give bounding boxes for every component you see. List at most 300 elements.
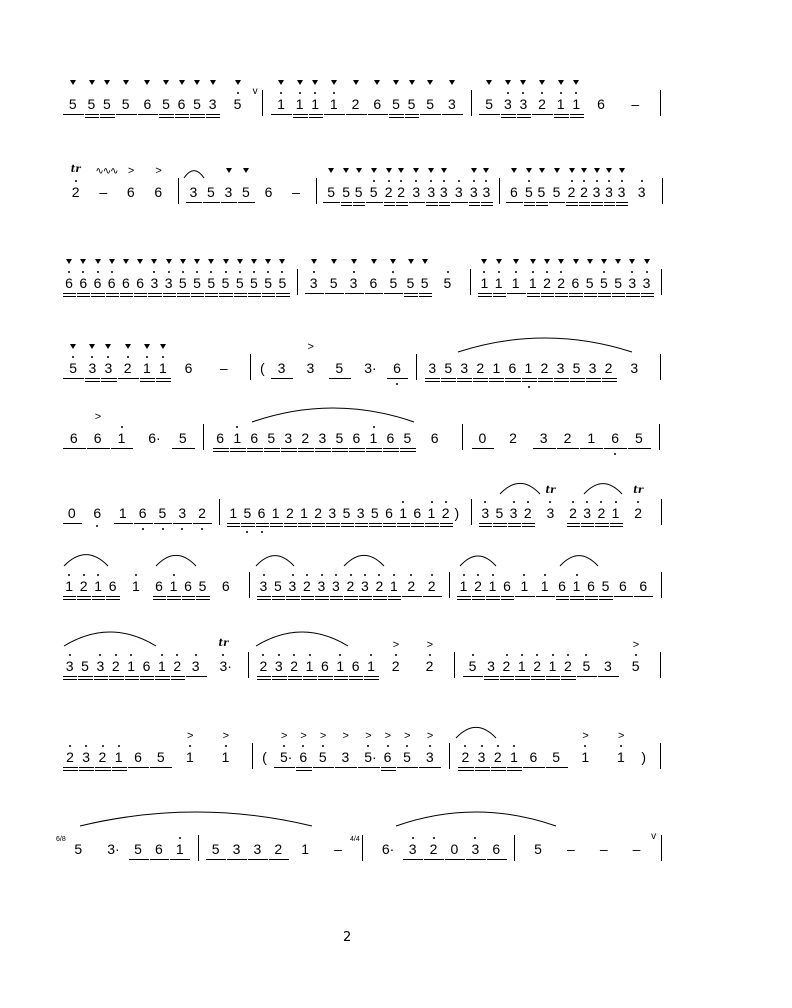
note: 3	[191, 658, 200, 674]
note: 5	[552, 749, 560, 765]
note: 2	[346, 578, 355, 594]
note: 3	[592, 184, 601, 200]
slur	[184, 171, 204, 178]
trill-mark: tr	[545, 485, 556, 496]
note: 0	[67, 505, 76, 521]
note: 6·	[381, 841, 395, 857]
note: 1	[127, 658, 135, 674]
note: 6	[508, 360, 517, 376]
note: 3	[277, 360, 286, 376]
note: 2	[564, 658, 572, 674]
note: 5	[342, 505, 351, 521]
note: 1	[114, 749, 123, 765]
trill-mark: tr	[218, 638, 229, 649]
note: 3	[637, 184, 646, 200]
note: 1	[520, 578, 529, 594]
note: 5·	[279, 749, 293, 765]
note: 6	[430, 430, 439, 446]
note: 5·	[364, 749, 377, 765]
note: 5	[403, 430, 412, 446]
note: 5	[354, 184, 363, 200]
note: 2	[474, 578, 482, 594]
note: 3	[96, 658, 105, 674]
trill-mark: tr	[70, 164, 81, 175]
note: 6	[143, 96, 152, 112]
note: 3·	[107, 841, 120, 857]
note: 1	[617, 749, 625, 765]
note: 6	[216, 430, 225, 446]
note: 1	[369, 430, 378, 446]
note: 2	[285, 505, 294, 521]
note: 3	[503, 96, 512, 112]
note: 2	[427, 578, 436, 594]
note: 1	[65, 578, 74, 594]
note: 5	[243, 505, 252, 521]
note: 1	[118, 505, 127, 521]
note: 5	[193, 96, 201, 112]
note: 2	[441, 505, 450, 521]
note: 3	[317, 578, 326, 594]
note: 2	[66, 749, 74, 765]
note: 1	[427, 505, 436, 521]
note: 6	[257, 505, 266, 521]
note: 5	[369, 184, 378, 200]
note: 5	[335, 430, 344, 446]
accent-mark: >	[280, 730, 288, 742]
note: 5	[235, 275, 244, 291]
note: 6	[184, 578, 192, 594]
note: 5	[631, 658, 640, 674]
note: 3	[232, 841, 241, 857]
note: 1	[517, 658, 526, 674]
note: 2	[173, 658, 182, 674]
note: 3	[546, 505, 555, 521]
note: 1	[367, 658, 375, 674]
slur	[80, 812, 312, 826]
note: 6	[122, 275, 130, 291]
note: 5	[103, 96, 111, 112]
note: 2	[98, 749, 107, 765]
note: 6	[93, 430, 102, 446]
note: 6	[134, 749, 142, 765]
note: 5	[250, 275, 258, 291]
note: 1	[399, 505, 408, 521]
note: 2	[123, 360, 132, 376]
note: 6	[492, 841, 501, 857]
note: 5	[407, 96, 416, 112]
note: 5	[233, 96, 242, 112]
note: 1	[169, 578, 178, 594]
note: 3	[519, 96, 528, 112]
note: 6	[177, 96, 186, 112]
note: 6	[79, 275, 88, 291]
note: 5	[329, 275, 338, 291]
bracket: (	[260, 360, 265, 376]
note: 1	[117, 430, 126, 446]
note: 5	[198, 578, 207, 594]
note: 5	[193, 275, 201, 291]
note: 1	[581, 749, 590, 765]
note: 5	[335, 360, 344, 376]
dash-extension: –	[292, 184, 300, 200]
note: 0	[450, 841, 459, 857]
note: 6	[154, 184, 163, 200]
slur	[252, 408, 414, 422]
note: 2	[604, 360, 613, 376]
note: 5	[242, 184, 250, 200]
note: 1	[389, 578, 398, 594]
note: 0	[478, 430, 487, 446]
note: 5	[406, 275, 415, 291]
note: 2	[407, 578, 416, 594]
note: 3	[583, 505, 592, 521]
note: 6	[107, 275, 116, 291]
note: 6	[93, 275, 102, 291]
note: 2	[493, 749, 502, 765]
note: 2	[538, 96, 546, 112]
note: 5	[443, 275, 452, 291]
note: 5	[426, 96, 435, 112]
note: 5	[601, 578, 610, 594]
note: 1	[494, 275, 503, 291]
accent-mark: >	[582, 730, 589, 742]
dash-extension: –	[334, 841, 342, 857]
bracket: (	[262, 749, 267, 765]
slur	[156, 555, 196, 566]
note: 5	[267, 430, 276, 446]
breath-mark: v	[651, 831, 657, 842]
accent-mark: >	[187, 730, 194, 742]
note: 2	[301, 430, 310, 446]
note: 5	[614, 275, 622, 291]
meter-mark: 4/4	[350, 836, 360, 843]
note: 3	[150, 275, 159, 291]
note: 2	[567, 184, 576, 200]
note: 5	[485, 96, 494, 112]
note: 3·	[219, 658, 232, 674]
note: 6	[509, 184, 518, 200]
note: 5	[87, 96, 96, 112]
note: 3	[605, 184, 613, 200]
note: 3	[477, 749, 486, 765]
note: 5	[392, 96, 400, 112]
note: 5	[420, 275, 429, 291]
slur	[64, 632, 156, 646]
note: 3	[82, 749, 91, 765]
note: 5	[178, 275, 187, 291]
note: 6	[597, 96, 605, 112]
note: 1	[540, 578, 549, 594]
note: 6	[373, 96, 382, 112]
note: 6	[93, 505, 102, 521]
note: 3	[224, 184, 233, 200]
accent-mark: >	[618, 730, 625, 742]
note: 3	[482, 184, 491, 200]
note: 2	[509, 430, 517, 446]
note: 6	[184, 360, 193, 376]
note: 1	[157, 658, 166, 674]
note: 3	[588, 360, 597, 376]
note: 2	[540, 360, 549, 376]
slur	[64, 555, 108, 566]
note: 3	[481, 505, 490, 521]
note: 3	[208, 96, 217, 112]
note: 3	[318, 430, 327, 446]
note: 5	[495, 505, 504, 521]
note: 2	[476, 360, 485, 376]
note: 2	[461, 749, 470, 765]
note: 5	[327, 184, 335, 200]
note: 2	[259, 658, 268, 674]
note: 3	[309, 275, 318, 291]
note: 5	[585, 275, 594, 291]
note: 5	[278, 275, 287, 291]
slur	[396, 812, 556, 826]
accent-mark: >	[307, 341, 314, 353]
accent-mark: >	[300, 730, 307, 742]
note: 6	[155, 578, 163, 594]
note: 1	[524, 360, 533, 376]
note: 1	[229, 505, 238, 521]
note: 5	[552, 184, 561, 200]
accent-mark: >	[319, 730, 327, 742]
note: 6	[142, 658, 151, 674]
note: 5	[207, 275, 216, 291]
note: 6	[587, 578, 595, 594]
note: 3	[306, 360, 315, 376]
note: 1	[131, 578, 140, 594]
note: 3	[332, 578, 340, 594]
note: 6	[385, 505, 393, 521]
note: 3	[164, 275, 173, 291]
note: 2	[533, 658, 542, 674]
note: 3	[454, 184, 463, 200]
note: 5	[389, 275, 398, 291]
note: 5	[599, 275, 608, 291]
note: 3	[253, 841, 262, 857]
note: 6	[503, 578, 511, 594]
note: 5	[211, 841, 220, 857]
trill-wave: ∿∿∿	[95, 166, 118, 177]
dash-extension: –	[631, 96, 640, 112]
accent-mark: >	[404, 730, 411, 742]
note: 5	[162, 96, 170, 112]
note: 1	[329, 96, 338, 112]
note: 1	[271, 505, 280, 521]
note: 1	[459, 578, 468, 594]
note: 3	[189, 184, 198, 200]
bracket: )	[641, 749, 646, 765]
note: 1	[336, 658, 345, 674]
note: 1	[94, 578, 103, 594]
note: 1	[510, 749, 518, 765]
note: 3	[428, 360, 437, 376]
note: 3	[556, 360, 565, 376]
note: 6	[386, 430, 395, 446]
note: 6	[611, 430, 620, 446]
note: 2	[274, 841, 283, 857]
note: 5	[537, 184, 546, 200]
note: 6	[639, 578, 648, 594]
note: 6	[383, 749, 392, 765]
note: 1	[492, 360, 501, 376]
note: 3	[65, 658, 74, 674]
note: 1	[548, 658, 557, 674]
note: 2	[543, 275, 551, 291]
note: 2	[391, 658, 400, 674]
note: 6	[264, 184, 273, 200]
note: 3	[88, 360, 97, 376]
note: 3	[460, 360, 469, 376]
note: 6	[138, 505, 147, 521]
note: 1	[175, 841, 184, 857]
note: 6	[393, 360, 401, 376]
note: 1	[572, 578, 581, 594]
note: 5	[342, 184, 351, 200]
dash-extension: –	[599, 841, 608, 857]
note: 1	[480, 275, 489, 291]
note: 1	[528, 275, 537, 291]
note: 3	[439, 184, 448, 200]
note: 2	[375, 578, 384, 594]
accent-mark: >	[426, 639, 434, 651]
note: 5	[69, 360, 78, 376]
note: 6	[221, 578, 230, 594]
slur	[344, 555, 384, 566]
note: 3	[427, 184, 436, 200]
note: 3	[509, 505, 518, 521]
note: 2	[384, 184, 393, 200]
slur	[458, 338, 632, 352]
note: 6·	[148, 430, 161, 446]
dash-extension: –	[219, 360, 228, 376]
slur	[500, 483, 540, 494]
accent-mark: >	[155, 165, 162, 177]
accent-mark: >	[384, 730, 392, 742]
note: 2	[351, 96, 360, 112]
note: 3	[469, 184, 478, 200]
dash-extension: –	[566, 841, 575, 857]
note: 3	[630, 360, 639, 376]
note: 3	[328, 505, 337, 521]
note: 1	[142, 360, 151, 376]
note: 1	[233, 430, 242, 446]
note: 3	[412, 184, 421, 200]
note: 3	[361, 578, 369, 594]
note: 6	[299, 749, 308, 765]
note: 6	[352, 430, 361, 446]
slur	[584, 484, 622, 494]
trill-mark: tr	[633, 485, 644, 496]
note: 3	[274, 658, 283, 674]
note: 3	[284, 430, 293, 446]
slur	[460, 556, 496, 566]
note: 3	[408, 841, 417, 857]
note: 1	[159, 360, 167, 376]
accent-mark: >	[365, 730, 372, 742]
note: 2	[563, 430, 572, 446]
note: 5	[274, 578, 282, 594]
note: 5	[572, 360, 581, 376]
note: 5	[134, 841, 142, 857]
note: 5	[264, 275, 273, 291]
note: 3·	[364, 360, 377, 376]
note: 3	[604, 658, 612, 674]
note: 3	[178, 505, 187, 521]
accent-mark: >	[94, 411, 102, 423]
note: 2	[111, 658, 120, 674]
note: 6	[619, 578, 627, 594]
note: 3	[288, 578, 297, 594]
note: 2	[597, 505, 606, 521]
meter-mark: 6/8	[56, 836, 66, 843]
note: 1	[301, 841, 310, 857]
note: 5	[534, 841, 542, 857]
slur	[456, 727, 496, 738]
note: 2	[290, 658, 299, 674]
note: 2	[429, 841, 438, 857]
note: 1	[300, 505, 308, 521]
note: 1	[295, 96, 304, 112]
bracket: )	[454, 505, 460, 521]
note: 3	[104, 360, 113, 376]
note: 5	[156, 749, 165, 765]
note: 2	[71, 184, 80, 200]
slur	[256, 632, 348, 646]
note: 5	[158, 505, 167, 521]
note: 1	[587, 430, 596, 446]
note: 3	[628, 275, 637, 291]
accent-mark: >	[426, 730, 434, 742]
note: 2	[569, 505, 577, 521]
note: 2	[557, 275, 566, 291]
breath-mark: v	[252, 86, 258, 97]
note: 5	[318, 749, 327, 765]
note: 3	[425, 749, 434, 765]
note: 3	[617, 184, 626, 200]
note: 5	[370, 505, 379, 521]
slur	[560, 556, 598, 566]
note: 1	[186, 749, 194, 765]
note: 6	[351, 658, 360, 674]
note: 3	[349, 275, 358, 291]
note: 1	[221, 749, 230, 765]
dash-extension: –	[99, 184, 108, 200]
accent-mark: >	[392, 639, 400, 651]
note: 3	[642, 275, 651, 291]
note: 2	[79, 578, 88, 594]
note: 2	[580, 184, 588, 200]
note: 2	[397, 184, 406, 200]
note: 3	[471, 841, 480, 857]
note: 3	[448, 96, 456, 112]
note: 5	[221, 275, 230, 291]
note: 6	[369, 275, 378, 291]
note: 5	[444, 360, 453, 376]
note: 2	[634, 505, 643, 521]
note: 5	[635, 430, 643, 446]
note: 5	[403, 749, 411, 765]
note: 1	[511, 275, 520, 291]
note: 6	[108, 578, 117, 594]
note: 5	[582, 658, 591, 674]
note: 2	[198, 505, 206, 521]
note: 2	[425, 658, 434, 674]
note: 5	[81, 658, 89, 674]
accent-mark: >	[632, 639, 640, 651]
note: 6	[571, 275, 580, 291]
note: 6	[529, 749, 538, 765]
